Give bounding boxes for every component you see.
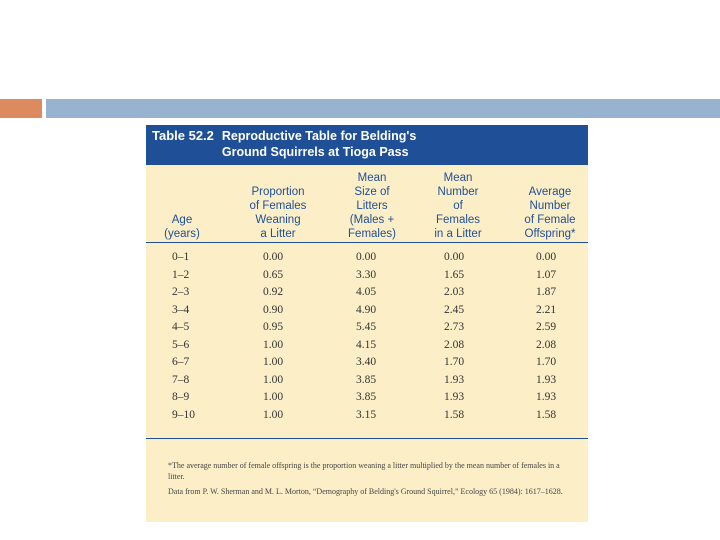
footnote: *The average number of female offspring is the proportion weaning a litter multiplied by the mean number of females in a litter. <box>168 461 560 481</box>
column-header-line: Offspring* <box>524 228 576 240</box>
value-cell: 4.15 <box>356 338 377 351</box>
table-row <box>146 409 588 427</box>
column-headers <box>146 165 588 243</box>
value-cell: 1.93 <box>536 391 557 403</box>
value-cell: 3.85 <box>356 373 377 386</box>
value-cell: 1.93 <box>536 373 557 386</box>
value-cell: 1.70 <box>536 356 557 368</box>
value-cell: 0.00 <box>263 251 284 263</box>
table-header <box>146 125 588 165</box>
age-cell: 2–3 <box>172 286 190 298</box>
value-cell: 0.92 <box>263 286 284 298</box>
value-cell: 1.00 <box>263 338 284 351</box>
column-header-line: Size of <box>354 186 390 198</box>
table-body <box>146 243 588 426</box>
value-cell: 2.73 <box>444 321 465 333</box>
value-cell: 0.95 <box>263 321 284 333</box>
age-cell: 1–2 <box>172 268 190 281</box>
accent-bar-orange <box>0 99 42 118</box>
age-cell: 3–4 <box>172 303 190 316</box>
table-title <box>222 128 416 165</box>
column-header <box>228 185 328 241</box>
value-cell: 2.08 <box>536 338 557 351</box>
value-cell: 3.40 <box>356 356 377 368</box>
table-row <box>146 374 588 392</box>
column-header-line: Mean <box>443 172 473 184</box>
value-cell: 4.90 <box>356 303 377 316</box>
value-cell: 2.45 <box>444 303 465 316</box>
source-note: Data from P. W. Sherman and M. L. Morton, “Demography of Belding's Ground Squirrel,” Ecology 65 (1984): 1617–1628. <box>168 487 563 496</box>
table-row <box>146 339 588 357</box>
value-cell: 0.00 <box>444 251 465 263</box>
table-row <box>146 269 588 287</box>
table-row <box>146 304 588 322</box>
value-cell: 1.00 <box>263 408 284 421</box>
column-header-line: Number <box>437 186 479 198</box>
table-bottom-rule <box>146 438 588 439</box>
value-cell: 3.30 <box>356 268 377 281</box>
accent-bar-blue <box>46 99 720 118</box>
column-header-line: Proportion <box>251 186 305 198</box>
value-cell: 5.45 <box>356 321 377 333</box>
value-cell: 2.21 <box>536 303 557 316</box>
value-cell: 3.15 <box>356 408 377 421</box>
column-header-line: of Female <box>524 214 576 226</box>
table-row <box>146 251 588 269</box>
column-header-line: Females <box>435 214 481 226</box>
value-cell: 1.58 <box>536 408 557 421</box>
value-cell: 0.65 <box>263 268 284 281</box>
table-row <box>146 356 588 374</box>
age-cell: 9–10 <box>172 408 195 421</box>
column-header-line: (Males + <box>349 214 395 226</box>
column-header-line: Mean <box>357 172 387 184</box>
column-header-line: Age <box>171 214 193 226</box>
table-number: Table 52.2 <box>152 128 214 143</box>
age-cell: 4–5 <box>172 321 190 333</box>
column-header-line: in a Litter <box>434 228 482 240</box>
table-row <box>146 321 588 339</box>
value-cell: 1.00 <box>263 373 284 386</box>
column-header-line: Number <box>529 200 571 212</box>
column-header-line: Average <box>528 186 572 198</box>
value-cell: 1.93 <box>444 391 465 403</box>
age-cell: 8–9 <box>172 391 190 403</box>
column-header-line: of <box>453 200 463 212</box>
value-cell: 1.00 <box>263 391 284 403</box>
column-header <box>408 171 508 241</box>
age-cell: 7–8 <box>172 373 190 386</box>
value-cell: 1.93 <box>444 373 465 386</box>
age-cell: 0–1 <box>172 251 190 263</box>
age-cell: 6–7 <box>172 356 190 368</box>
column-header-line: Females) <box>348 228 396 240</box>
column-header-line: (years) <box>164 228 200 240</box>
table-title-line: Reproductive Table for Belding's <box>221 129 417 143</box>
value-cell: 1.00 <box>263 356 284 368</box>
value-cell: 4.05 <box>356 286 377 298</box>
column-header-line: of Females <box>249 200 307 212</box>
value-cell: 0.00 <box>536 251 557 263</box>
value-cell: 0.90 <box>263 303 284 316</box>
column-header-line: Litters <box>356 200 388 212</box>
value-cell: 1.07 <box>536 268 557 281</box>
value-cell: 2.59 <box>536 321 557 333</box>
table-row <box>146 391 588 409</box>
column-header <box>146 213 232 241</box>
value-cell: 1.87 <box>536 286 557 298</box>
value-cell: 1.58 <box>444 408 465 421</box>
table-footnotes <box>168 460 574 501</box>
column-header <box>500 185 588 241</box>
age-cell: 5–6 <box>172 338 190 351</box>
value-cell: 3.85 <box>356 391 377 403</box>
column-header-line: Weaning <box>255 214 301 226</box>
value-cell: 2.08 <box>444 338 465 351</box>
table-title-line: Ground Squirrels at Tioga Pass <box>221 145 409 159</box>
table-image <box>146 125 588 522</box>
value-cell: 0.00 <box>356 251 377 263</box>
value-cell: 2.03 <box>444 286 465 298</box>
column-header-line: a Litter <box>260 228 296 240</box>
column-header <box>322 171 422 241</box>
value-cell: 1.65 <box>444 268 465 281</box>
value-cell: 1.70 <box>444 356 465 368</box>
table-row <box>146 286 588 304</box>
